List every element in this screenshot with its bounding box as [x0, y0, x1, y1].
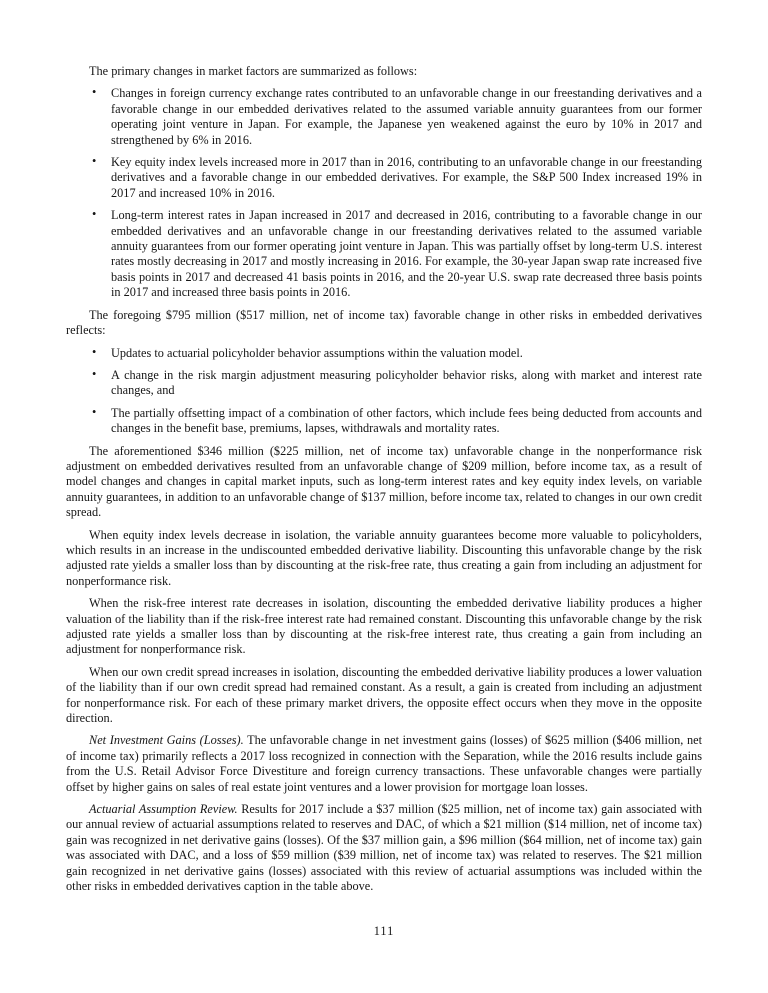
list-item [66, 86, 702, 148]
list-item [66, 208, 702, 300]
list-item [66, 406, 702, 437]
bullet-icon: • [92, 344, 97, 359]
paragraph-credit-spread-isolation: When our own credit spread increases in isolation, discounting the embedded derivative liability produces a lower valuation of the liability than if our own credit spread had remained constant. As a result, a gain is created from including an adjustment for nonperformance risk. For each of these primary market drivers, the opposite effect occurs when they move in the opposite direction. [66, 664, 702, 726]
bullet-icon: • [92, 366, 97, 381]
page-number: 111 [373, 924, 395, 938]
paragraph-text: The unfavorable change in net investment gains (losses) of $625 million ($406 million, net of income tax) primarily reflects a 2017 loss recognized in connection with the Separation, while the 2016 results include gains from the U.S. Retail Advisor Force Divestiture and foreign currency transactions. These unfavorable changes were partially offset by higher gains on sales of real estate joint ventures and a lower provision for mortgage loan losses. [66, 733, 702, 794]
bullet-icon: • [92, 207, 97, 222]
page-content [66, 64, 702, 902]
paragraph-market-factors-intro: The primary changes in market factors are summarized as follows: [89, 64, 418, 78]
list-item [66, 155, 702, 201]
paragraph-lead-actuarial-assumption-review: Actuarial Assumption Review. [89, 802, 238, 817]
embedded-derivatives-list [66, 346, 702, 437]
paragraph-net-investment-gains [66, 733, 702, 795]
paragraph-risk-free-rate-isolation: When the risk-free interest rate decreases in isolation, discounting the embedded derivative liability produces a higher valuation of the liability than if the risk-free interest rate had remained constant. Discounting this unfavorable change by the risk adjusted rate yields a smaller loss than by discounting at the risk-free interest rate, thus creating a gain from including an adjustment for nonperformance risk. [66, 596, 702, 657]
paragraph-lead-net-investment-gains: Net Investment Gains (Losses). [89, 733, 244, 748]
paragraph-text: Results for 2017 include a $37 million ($25 million, net of income tax) gain associated with our annual review of actuarial assumptions related to reserves and DAC, of which a $21 million ($14 million, net of income tax) gain was recognized in net derivative gains (losses). Of the $37 million gain, a $96 million ($64 million, net of income tax) gain was associated with DAC, and a loss of $59 million ($39 million, net of income tax) was related to reserves. The $21 million gain recognized in net derivative gains (losses) associated with this review of actuarial assumptions was included within the other risks in embedded derivatives caption in the table above. [66, 802, 702, 894]
list-item [66, 368, 702, 399]
page-footer [0, 922, 768, 940]
list-item-text: Key equity index levels increased more in 2017 than in 2016, contributing to an unfavorable change in our freestanding derivatives and a favorable change in our embedded derivatives. For example, the S&P 500 Index increased 19% in 2017 and increased 10% in 2016. [111, 155, 702, 200]
market-factors-list [66, 86, 702, 300]
paragraph-equity-index-isolation: When equity index levels decrease in isolation, the variable annuity guarantees become more valuable to policyholders, which results in an increase in the undiscounted embedded derivative liability. Discounting this unfavorable change by the risk adjusted rate yields a smaller loss than by discounting at the risk-free rate, thus creating a gain from including an adjustment for nonperformance risk. [66, 527, 702, 588]
paragraph-foregoing-795: The foregoing $795 million ($517 million, net of income tax) favorable change in other risks in embedded derivatives reflects: [66, 307, 702, 338]
bullet-icon: • [92, 85, 97, 100]
paragraph-actuarial-assumption-review [66, 802, 702, 894]
list-item-text: Long-term interest rates in Japan increased in 2017 and decreased in 2016, contributing to a favorable change in our embedded derivatives and an unfavorable change in our freestanding derivatives related to the assumed variable annuity guarantees from our former operating joint venture in Japan. This was partially offset by long-term U.S. interest rates mostly decreasing in 2017 and mostly increasing in 2016. For example, the 30-year Japan swap rate increased five basis points in 2017 and decreased 41 basis points in 2016, and the 20-year U.S. swap rate decreased three basis points in 2017 and increased three basis points in 2016. [111, 208, 702, 300]
list-item-text: Updates to actuarial policyholder behavior assumptions within the valuation model. [111, 345, 523, 360]
bullet-icon: • [92, 404, 97, 419]
list-item [66, 346, 702, 361]
list-item-text: A change in the risk margin adjustment measuring policyholder behavior risks, along with market and interest rate changes, and [111, 367, 702, 398]
paragraph-nonperformance-346: The aforementioned $346 million ($225 million, net of income tax) unfavorable change in the nonperformance risk adjustment on embedded derivatives resulted from an unfavorable change of $209 million, before income tax, as a result of model changes and changes in capital market inputs, such as long-term interest rates and key equity index levels, on variable annuity guarantees, in addition to an unfavorable change of $137 million, before income tax, related to changes in our own credit spread. [66, 443, 702, 520]
list-item-text: Changes in foreign currency exchange rates contributed to an unfavorable change in our freestanding derivatives and a favorable change in our embedded derivatives related to the assumed variable annuity guarantees from our former operating joint venture in Japan. For example, the Japanese yen weakened against the euro by 10% in 2017 and strengthened by 6% in 2016. [111, 86, 702, 147]
bullet-icon: • [92, 154, 97, 169]
list-item-text: The partially offsetting impact of a combination of other factors, which include fees being deducted from accounts and changes in the benefit base, premiums, lapses, withdrawals and mortality rates. [111, 405, 702, 436]
